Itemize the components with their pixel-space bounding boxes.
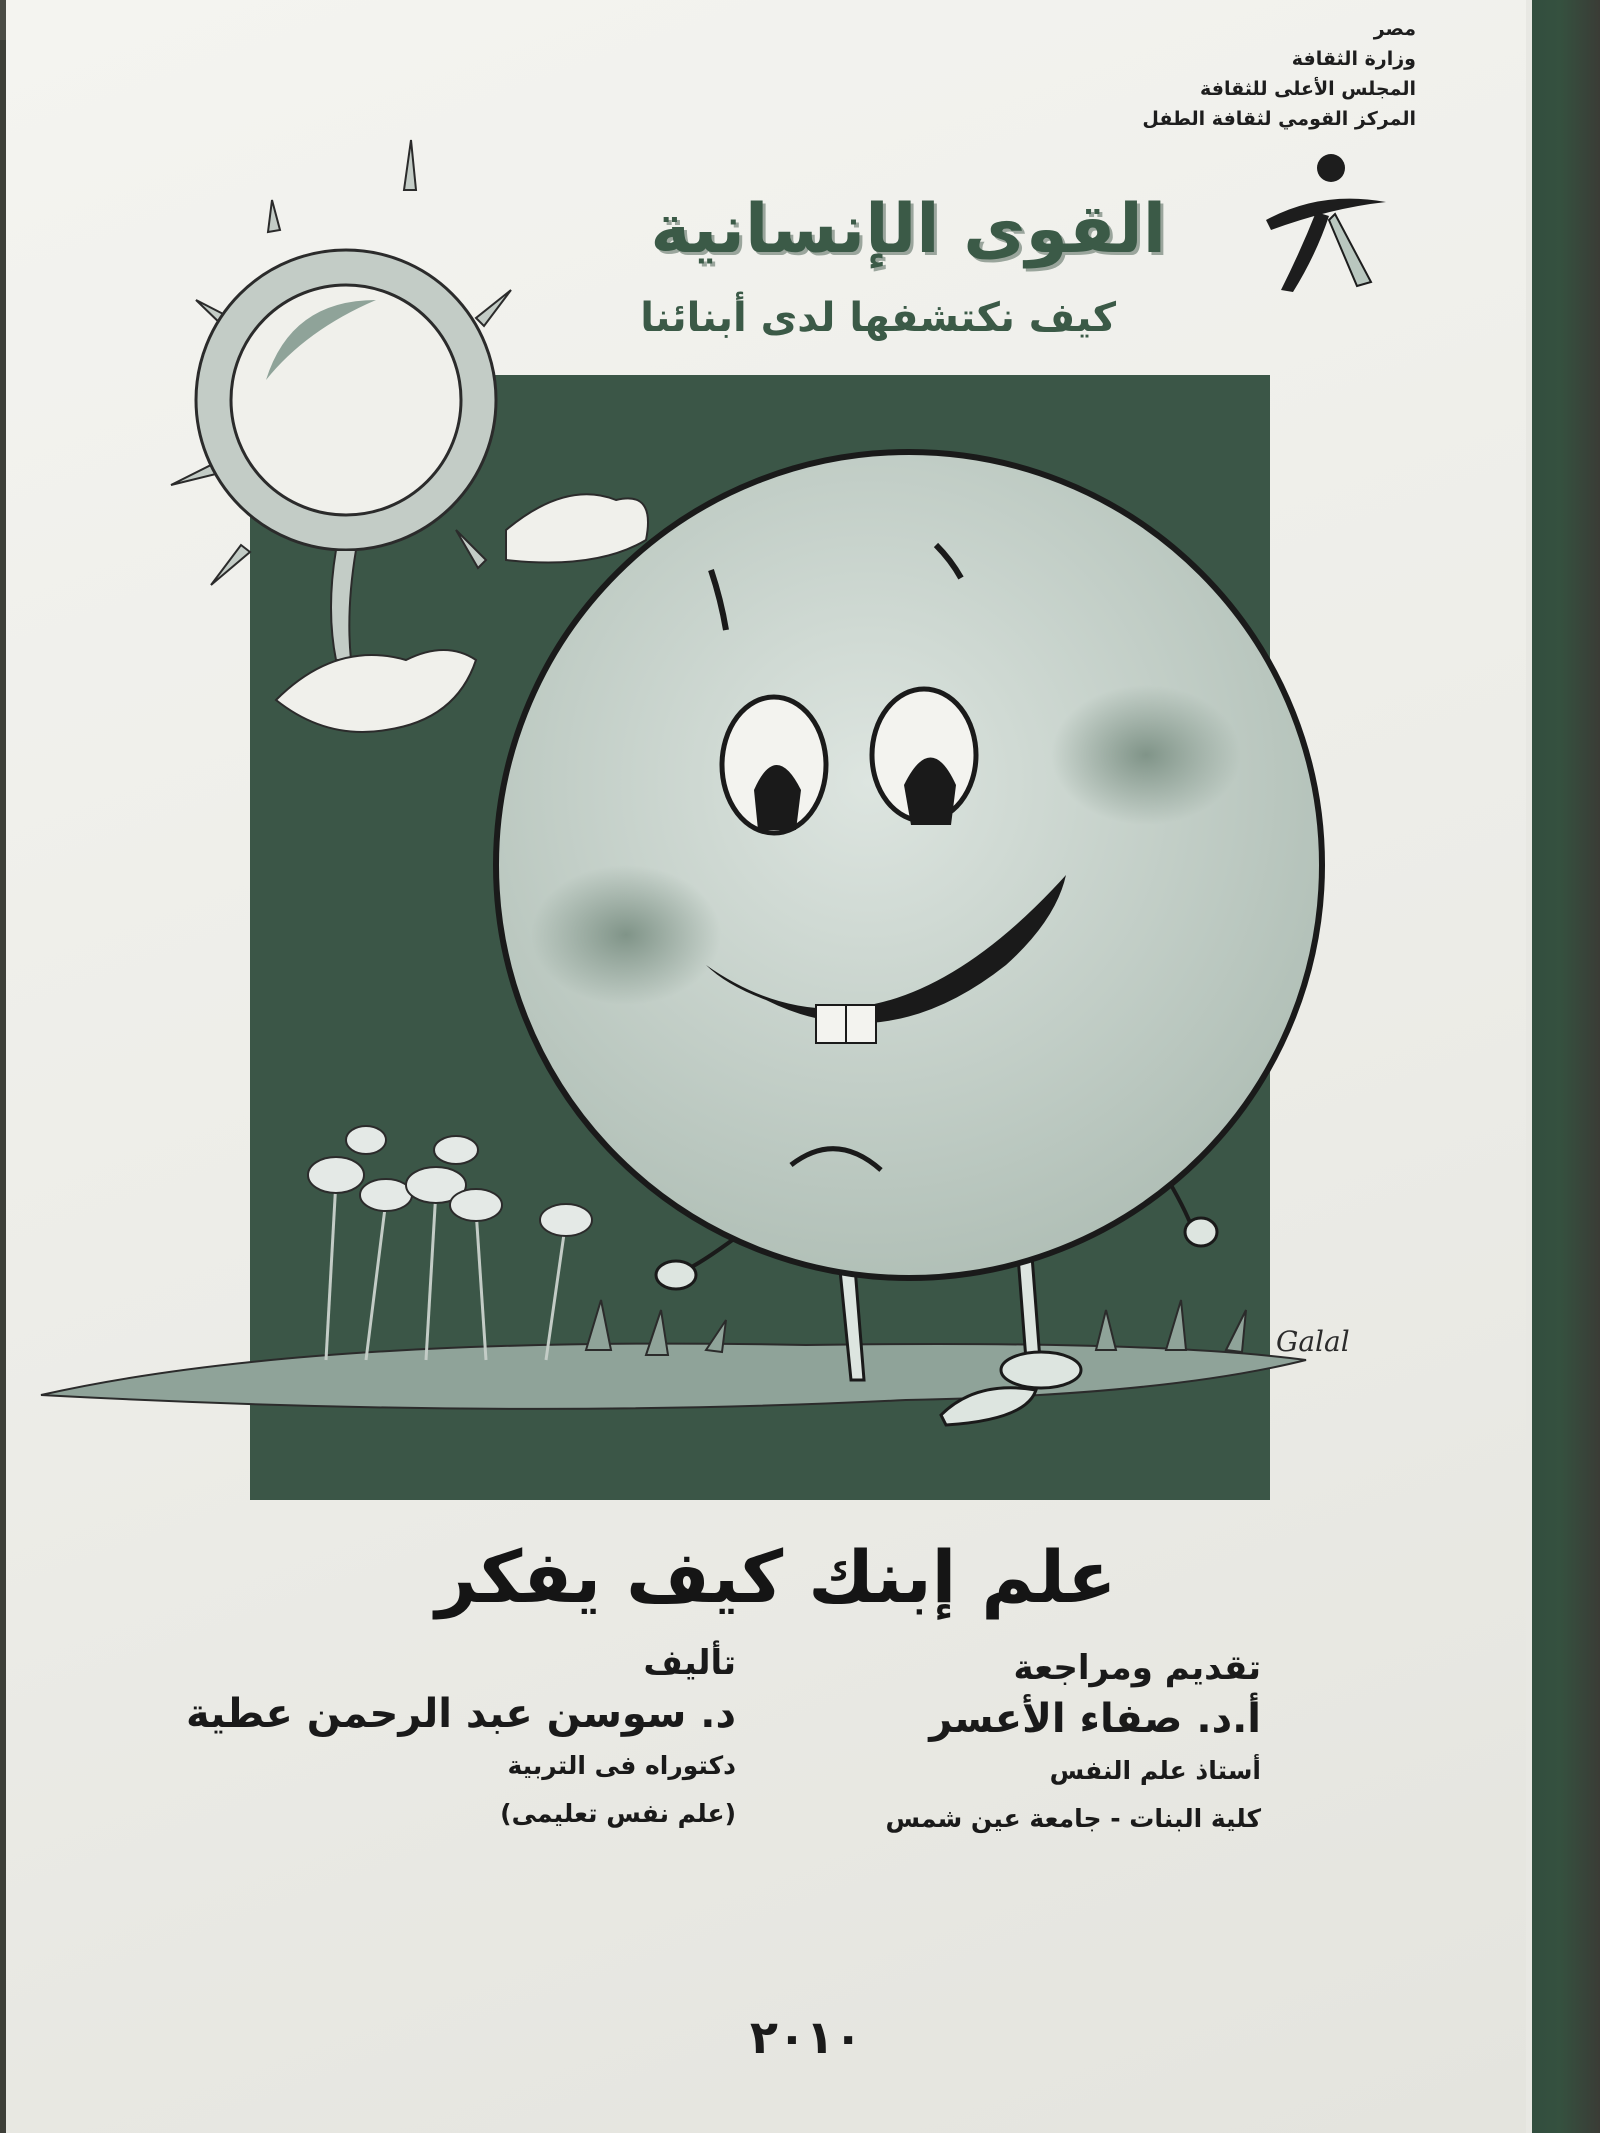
publisher-center: المركز القومي لثقافة الطفل xyxy=(1142,108,1416,130)
author-block xyxy=(176,1640,736,1838)
publisher-council: المجلس الأعلى للثقافة xyxy=(1200,78,1416,100)
ball-character-body xyxy=(496,452,1322,1278)
reviewer-role: تقديم ومراجعة xyxy=(1013,1648,1261,1688)
book-title: علم إبنك كيف يفكر xyxy=(435,1535,1117,1619)
reviewer-affiliation: كلية البنات - جامعة عين شمس xyxy=(885,1804,1261,1833)
series-title: القوى الإنسانية xyxy=(650,190,1166,269)
author-name: د. سوسن عبد الرحمن عطية xyxy=(185,1691,736,1737)
reviewer-block xyxy=(706,1645,1261,1843)
ground-icon xyxy=(41,1344,1306,1409)
reviewer-name: أ.د. صفاء الأعسر xyxy=(929,1696,1261,1742)
author-field: (علم نفس تعليمى) xyxy=(500,1799,736,1828)
reviewer-position: أستاذ علم النفس xyxy=(1049,1756,1261,1785)
publisher-country: مصر xyxy=(1373,18,1416,40)
publication-year: ٢٠١٠ xyxy=(749,2010,863,2064)
flowers-icon xyxy=(308,1126,592,1360)
publisher-ministry: وزارة الثقافة xyxy=(1291,48,1416,70)
smiling-ball-character-icon xyxy=(6,0,1532,1520)
cloud-icon xyxy=(276,650,476,732)
author-role: تأليف xyxy=(643,1643,736,1683)
series-subtitle: كيف نكتشفها لدى أبنائنا xyxy=(640,295,1116,341)
illustrator-signature: Galal xyxy=(1276,1325,1350,1358)
book-cover xyxy=(6,0,1532,2133)
author-degree: دكتوراه فى التربية xyxy=(507,1751,736,1780)
